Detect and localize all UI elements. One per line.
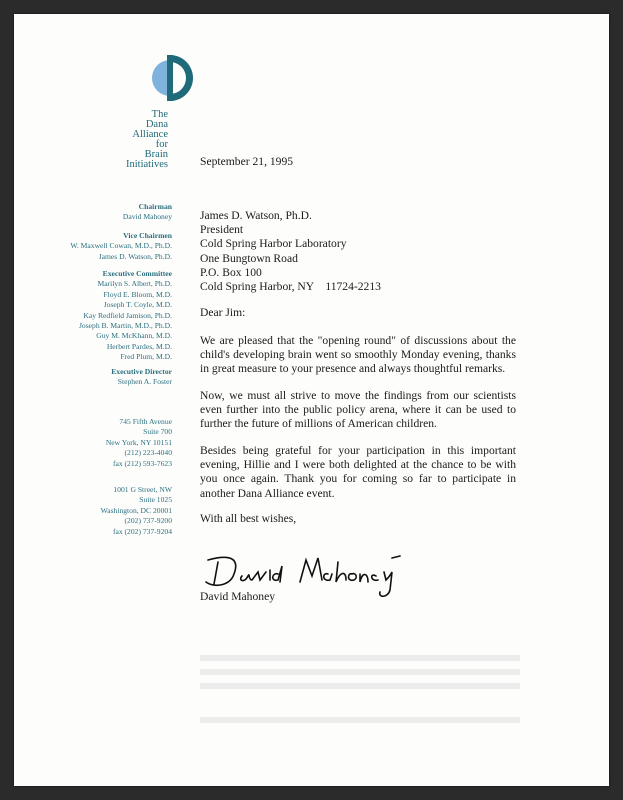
recipient-line: One Bungtown Road <box>200 251 298 265</box>
body-paragraph-2: Now, we must all strive to move the findings from our scientists even further into the public policy arena, where it can be used to further the future of millions of American children. <box>200 389 516 431</box>
org-name-line: for <box>155 139 168 150</box>
sidebar-name: Stephen A. Foster <box>117 377 172 387</box>
recipient-line: Cold Spring Harbor Laboratory <box>200 237 347 251</box>
dana-alliance-logo-icon <box>150 52 200 104</box>
closing: With all best wishes, <box>200 512 297 525</box>
sidebar-name: Marilyn S. Albert, Ph.D. <box>97 279 172 289</box>
org-name-line: Alliance <box>132 129 168 140</box>
sidebar-name: W. Maxwell Cowan, M.D., Ph.D. <box>70 241 172 251</box>
show-through-line <box>200 669 520 675</box>
address-line: Washington, DC 20001 <box>100 505 172 515</box>
sidebar-name: Floyd E. Bloom, M.D. <box>103 289 172 299</box>
sidebar-address-new-york <box>34 417 172 469</box>
sidebar-name: Kay Redfield Jamison, Ph.D. <box>83 310 172 320</box>
sidebar-name: Joseph B. Martin, M.D., Ph.D. <box>78 321 172 331</box>
sidebar-name: James D. Watson, Ph.D. <box>98 251 172 261</box>
show-through-line <box>200 717 520 723</box>
sidebar-vice-chairmen <box>34 231 172 262</box>
sidebar-address-washington <box>34 485 172 537</box>
address-line: New York, NY 10151 <box>105 437 172 447</box>
address-line: 1001 G Street, NW <box>113 485 172 494</box>
sidebar-name: Fred Plum, M.D. <box>120 352 172 362</box>
address-line: Suite 700 <box>143 427 172 437</box>
signer-name: David Mahoney <box>200 590 276 603</box>
recipient-line: President <box>200 223 244 237</box>
show-through-line <box>200 655 520 661</box>
recipient-line: P.O. Box 100 <box>200 265 262 279</box>
sidebar-heading: Executive Director <box>111 367 172 376</box>
recipient-line: Cold Spring Harbor, NY 11724-2213 <box>200 280 381 294</box>
sidebar-name: Guy M. McKhann, M.D. <box>96 331 172 341</box>
organization-name <box>114 110 168 170</box>
signature-text: David Mahoney <box>200 546 207 547</box>
sidebar-executive-committee <box>34 269 172 363</box>
org-name-line: The <box>151 109 168 120</box>
recipient-address <box>200 209 381 294</box>
org-name-line: Dana <box>145 119 168 130</box>
sidebar-name: Herbert Pardes, M.D. <box>106 341 172 351</box>
address-line: fax (212) 593-7623 <box>112 458 172 468</box>
address-line: (212) 223-4040 <box>124 448 172 458</box>
letter-page <box>14 14 609 786</box>
sidebar-heading: Vice Chairmen <box>123 231 172 240</box>
body-paragraph-3: Besides being grateful for your participation in this important evening, Hillie and I were both delighted at the chance to be with you once again. Thank you for coming so far to participate in another Dana Alliance event. <box>200 444 516 500</box>
body-paragraph-1: We are pleased that the "opening round" of discussions about the child's developing brain went so smoothly Monday evening, thanks in great measure to your presence and always thoughtful remarks. <box>200 334 516 376</box>
sidebar-heading: Executive Committee <box>102 269 172 278</box>
sidebar-name: Joseph T. Coyle, M.D. <box>103 300 172 310</box>
org-name-line: Brain <box>144 149 168 160</box>
salutation: Dear Jim: <box>200 306 246 319</box>
sidebar-executive-director <box>34 367 172 388</box>
address-line: Suite 1025 <box>139 495 172 505</box>
recipient-line: James D. Watson, Ph.D. <box>200 209 312 222</box>
org-name-line: Initiatives <box>126 159 168 170</box>
sidebar-name: David Mahoney <box>122 212 172 222</box>
sidebar-chairman <box>34 202 172 223</box>
letter-date: September 21, 1995 <box>200 155 294 168</box>
address-line: 745 Fifth Avenue <box>119 417 172 426</box>
address-line: fax (202) 737-9204 <box>112 526 172 536</box>
sidebar-heading: Chairman <box>138 202 172 211</box>
address-line: (202) 737-9200 <box>124 516 172 526</box>
show-through-line <box>200 683 520 689</box>
